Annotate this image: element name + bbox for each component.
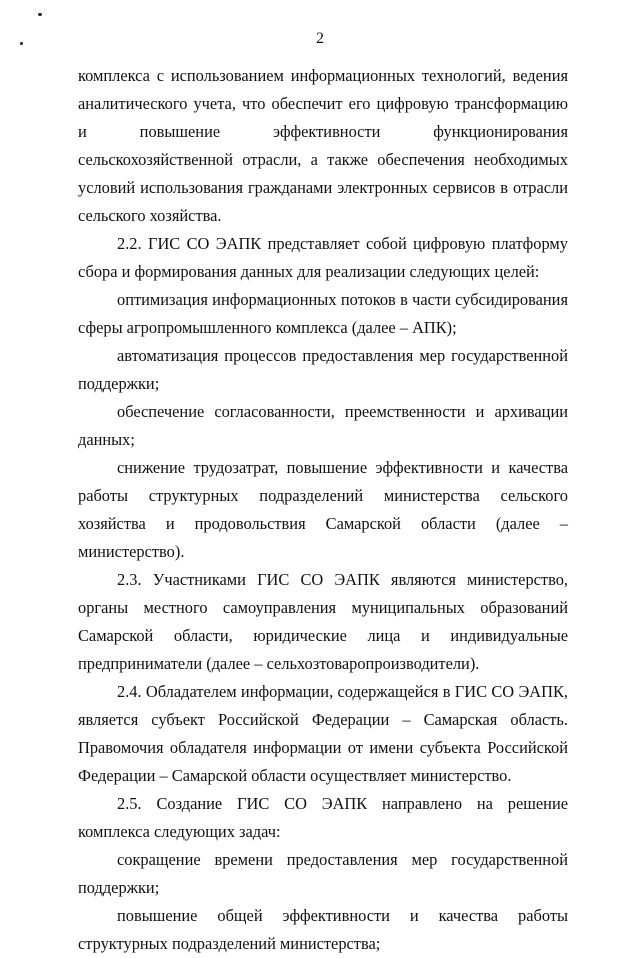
paragraph-2-5: 2.5. Создание ГИС СО ЭАПК направлено на решение комплекса следующих задач: bbox=[78, 794, 568, 841]
goal-item: обеспечение согласованности, преемственности и архивации данных; bbox=[78, 402, 568, 449]
goal-item: автоматизация процессов предоставления мер государственной поддержки; bbox=[78, 346, 568, 393]
scan-mark bbox=[38, 13, 42, 16]
page-number: 2 bbox=[316, 30, 324, 47]
paragraph-2-4: 2.4. Обладателем информации, содержащейся в ГИС СО ЭАПК, является субъект Российской Федерации – Самарская область. Правомочия обладателя информации от имени субъекта Российской Федерации – Самарской области осуществляет министерство. bbox=[78, 682, 568, 785]
document-body bbox=[78, 62, 568, 958]
goal-item: оптимизация информационных потоков в части субсидирования сферы агропромышленного комплекса (далее – АПК); bbox=[78, 290, 568, 337]
paragraph-2-2: 2.2. ГИС СО ЭАПК представляет собой цифровую платформу сбора и формирования данных для реализации следующих целей: bbox=[78, 234, 568, 281]
goal-item: снижение трудозатрат, повышение эффективности и качества работы структурных подразделений министерства сельского хозяйства и продовольствия Самарской области (далее – министерство). bbox=[78, 458, 568, 561]
task-item: повышение общей эффективности и качества работы структурных подразделений министерства; bbox=[78, 906, 568, 953]
paragraph-intro: комплекса с использованием информационных технологий, ведения аналитического учета, что обеспечит его цифровую трансформацию и повышение эффективности функционирования сельскохозяйственной отрасли, а также обеспечения необходимых условий использования гражданами электронных сервисов в отрасли сельского хозяйства. bbox=[78, 66, 568, 225]
paragraph-2-3: 2.3. Участниками ГИС СО ЭАПК являются министерство, органы местного самоуправления муниципальных образований Самарской области, юридические лица и индивидуальные предприниматели (далее – сельхозтоваропроизводители). bbox=[78, 570, 568, 673]
task-item: сокращение времени предоставления мер государственной поддержки; bbox=[78, 850, 568, 897]
